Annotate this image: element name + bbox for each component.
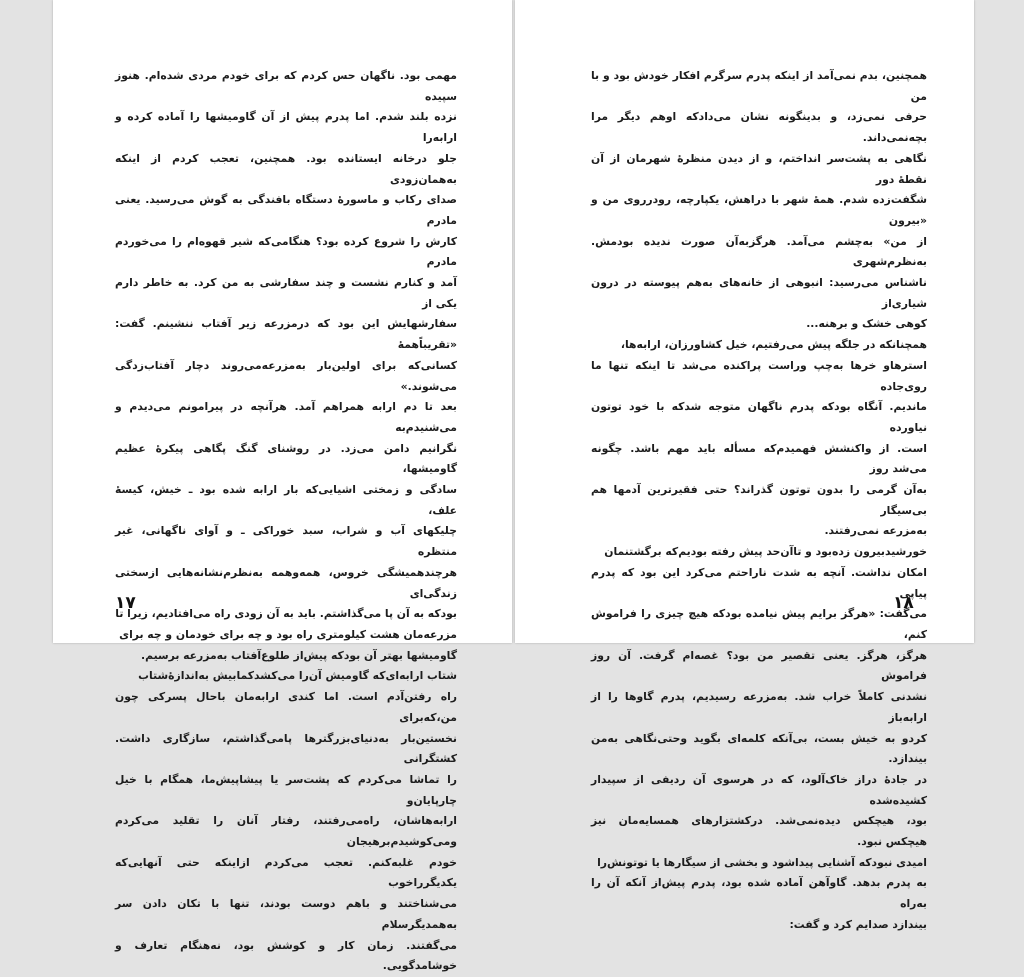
text-line: خودم غلبه‌کنم. تعجب می‌کردم ازاینکه حتی آنهایی‌که یکدیگرراخوب [115,855,457,890]
text-line: حرفی نمی‌زد، و بدینگونه نشان می‌دادکه اوهم دیگر مرا بچه‌نمی‌داند. [591,110,927,145]
text-line: هرچندهمیشگی خروس، همه‌وهمه به‌نظرم‌نشانه‌هایی ازسختی زندگی‌ای [115,565,457,600]
text-line: نگرانیم دامن می‌زد. در روشنای گنگ پگاهی پیکرهٔ عظیم گاومیشها، [115,441,457,476]
text-line: امیدی نبودکه آشنایی پیداشود و بخشی از سیگارها یا توتونش‌را [597,855,927,869]
text-line: است. از واکنشش فهمیدم‌که مسأله باید مهم باشد. چگونه می‌شد روز [591,441,927,476]
text-line: امکان نداشت. آنچه به شدت ناراحتم می‌کرد این بود که پدرم پیاپی [591,565,927,600]
text-line: را تماشا می‌کردم که پشت‌سر یا پیشاپیش‌ما، همگام با خیل چارپایان‌و [115,772,457,807]
paragraph [591,335,927,542]
text-line: نخستین‌بار به‌دنیای‌بزرگترها پامی‌گذاشتم، سازگاری داشت. کشتگرانی [115,731,457,766]
left-page-text [115,66,457,977]
right-page-text [591,66,927,936]
text-line: هرگز، هرگز. یعنی تقصیر من بود؟ غصه‌ام گرفت. آن روز فراموش [591,648,927,683]
text-line: سادگی و زمختی اشیایی‌که بار ارابه شده بود ـ خیش، کیسهٔ علف، [115,483,457,517]
text-line: سفارشهایش این بود که درمزرعه زیر آفتاب ننشینم. گفت: «تقریباً‌همهٔ [115,317,457,352]
text-line: جلو درخانه ایستانده بود. همچنین، تعجب کردم از اینکه به‌همان‌زودی [115,151,457,186]
text-line: مزرعه‌مان هشت کیلومتری راه بود و چه برای خودمان و چه برای [119,627,457,641]
text-line: ناشناس می‌رسید: انبوهی از خانه‌های به‌هم پیوسته در درون شیاری‌از [591,276,927,310]
text-line: به‌آن گرمی را بدون توتون گذراند؟ حتی فقیرترین آدمها هم بی‌سیگار [591,483,927,517]
text-line: مهمی بود. ناگهان حس کردم که برای خودم مردی شده‌ام. هنوز سپیده [115,69,457,103]
text-line: بعد تا دم ارابه همراهم آمد. هرآنچه در پیرامونم می‌دیدم و می‌شنیدم‌به [115,400,457,434]
text-line: کسانی‌که برای اولین‌بار به‌مزرعه‌می‌روند دچار آفتاب‌زدگی می‌شوند.» [115,358,457,393]
text-line: از من» به‌چشم می‌آمد. هرگزبه‌آن صورت ندیده بودمش. به‌نظرم‌شهری [591,234,927,269]
text-line: همچنانکه در جلگه پیش می‌رفتیم، خیل کشاورزان، ارابه‌ها، [620,338,927,352]
text-line: صدای رکاب و ماسورهٔ دستگاه بافندگی به گوش می‌رسید. یعنی مادرم [115,193,457,227]
text-line: شگفت‌زده شدم. همهٔ شهر با دراهش، یکپارچه، رودرروی من و «بیرون [591,193,927,227]
text-line: نزده بلند شدم. اما پدرم پیش از آن گاومیشها را آماده کرده و ارابه‌را [115,110,457,145]
paragraph [591,66,927,335]
text-line: نشدنی کاملاً خراب شد. به‌مزرعه رسیدیم، پدرم گاوها را از ارابه‌باز [591,690,927,724]
text-line: گاومیشها بهتر آن بودکه پیش‌از طلوع‌آفتاب به‌مزرعه برسیم. [141,648,457,662]
text-line: شتاب ارابه‌ای‌که گاومیش آن‌را می‌کشد‌کمابیش به‌اندازهٔ‌شتاب [138,669,457,683]
paragraph [591,542,927,935]
text-line: می‌گفت: «هرگز برایم پیش نیامده بودکه هیچ چیزی را فراموش کنم، [591,607,927,641]
text-line: به‌مزرعه نمی‌رفتند. [824,524,927,538]
text-line: همچنین، بدم نمی‌آمد از اینکه پدرم سرگرم افکار خودش بود و با من [591,69,927,103]
right-page [515,0,974,931]
text-line: ارابه‌ها‌شان، راه‌می‌رفتند، رفتار آنان را تقلید می‌کردم ومی‌کوشیدم‌برهیجان [115,814,457,849]
text-line: بیندازد صدایم کرد و گفت: [789,917,927,931]
text-line: در جادهٔ دراز خاک‌آلود، که در هرسوی آن ردیفی از سپیدار کشیده‌شده [591,772,927,807]
text-line: خورشیدبیرون زده‌بود و تاآن‌حد پیش رفته بودیم‌که برگشتنمان [604,545,927,559]
text-line: کردو به خیش بست، بی‌آنکه کلمه‌ای بگوید وحتی‌نگاهی به‌من بیندازد. [591,731,927,766]
text-line: بودکه به آن پا می‌گذاشتم. باید به آن زودی راه می‌افتادیم، زیرا تا [115,607,457,621]
text-line: کارش را شروع کرده بود؟ هنگامی‌که شیر قهوه‌ام را می‌خوردم مادرم [115,234,457,269]
page-number: ۱۷ [115,593,136,613]
text-line: به پدرم بدهد. گاوآهن آماده شده بود، پدرم پیش‌از آنکه آن را به‌راه [591,876,927,911]
text-line: کوهی خشک و برهنه... [806,317,927,331]
text-line: ماندیم. آنگاه بودکه پدرم ناگهان متوجه شدکه با خود توتون نیاورده [591,400,927,434]
text-line: آمد و کنارم نشست و چند سفارشی به من کرد. به خاطر دارم یکی از [115,276,457,310]
text-line: می‌شناختند و باهم دوست بودند، تنها با تکان دادن سر به‌همدیگرسلام [115,897,457,931]
text-line: استرهاو خرها به‌چپ وراست پراکنده می‌شد تا اینکه تنها ما روی‌جاده [591,358,927,393]
text-line: چلیکهای آب و شراب، سبد خوراکی ـ و آوای ناگهانی، غیر منتظره [115,524,457,559]
left-page [53,0,512,973]
text-line: می‌گفتند. زمان کار و کوشش بود، نه‌هنگام تعارف و خوشامدگویی. [115,938,457,973]
text-line: بود، هیچکس دیده‌نمی‌شد. درکشتزارهای همسایه‌مان نیز هیچکس نبود. [591,814,927,849]
text-line: نگاهی به پشت‌سر انداختم، و از دیدن منظرهٔ شهرمان از آن نقطهٔ دور [591,151,927,186]
page-number: ۱۸ [893,593,914,613]
text-line: راه رفتن‌آدم است. اما کندی ارابه‌مان باحال پسرکی چون من،که‌برای [115,690,457,724]
